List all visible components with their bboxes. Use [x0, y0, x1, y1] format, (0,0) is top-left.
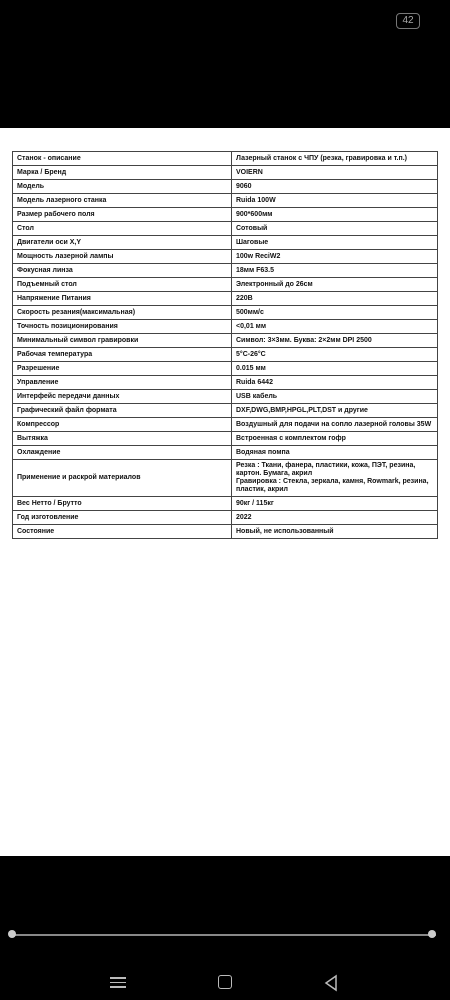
- spec-label-cell: Управление: [13, 376, 232, 390]
- spec-value-cell: Ruida 6442: [232, 376, 438, 390]
- spec-label-cell: Напряжение Питания: [13, 292, 232, 306]
- table-row: [13, 236, 438, 250]
- table-row: [13, 320, 438, 334]
- spec-value-cell: Резка : Ткани, фанера, пластики, кожа, ПЭТ, резина, картон. Бумага, акрил Гравировка : Стекла, зеркала, камня, Rowmark, резина, пластик, акрил: [232, 460, 438, 497]
- spec-label-cell: Двигатели оси X,Y: [13, 236, 232, 250]
- menu-icon[interactable]: [108, 974, 128, 992]
- spec-label-cell: Вытяжка: [13, 432, 232, 446]
- spec-value-cell: Лазерный станок с ЧПУ (резка, гравировка и т.п.): [232, 152, 438, 166]
- spec-value-cell: Воздушный для подачи на сопло лазерной головы 35W: [232, 418, 438, 432]
- spec-label-cell: Рабочая температура: [13, 348, 232, 362]
- page-scrubber-track[interactable]: [12, 934, 436, 936]
- table-row: [13, 166, 438, 180]
- spec-value-cell: Встроенная с комплектом гофр: [232, 432, 438, 446]
- table-row: [13, 250, 438, 264]
- table-row: [13, 222, 438, 236]
- table-row: [13, 376, 438, 390]
- spec-value-cell: 100w ReciW2: [232, 250, 438, 264]
- table-row: [13, 432, 438, 446]
- spec-label-cell: Применение и раскрой материалов: [13, 460, 232, 497]
- spec-value-cell: Сотовый: [232, 222, 438, 236]
- table-row: [13, 390, 438, 404]
- table-row: [13, 208, 438, 222]
- spec-value-cell: <0,01 мм: [232, 320, 438, 334]
- table-row: [13, 180, 438, 194]
- table-row: [13, 362, 438, 376]
- viewer-top-bar: [0, 0, 450, 128]
- spec-label-cell: Мощность лазерной лампы: [13, 250, 232, 264]
- spec-value-cell: 18мм F63.5: [232, 264, 438, 278]
- table-row: [13, 460, 438, 497]
- spec-label-cell: Станок - описание: [13, 152, 232, 166]
- spec-label-cell: Охлаждение: [13, 446, 232, 460]
- table-row: [13, 334, 438, 348]
- spec-value-cell: 5°С-26°С: [232, 348, 438, 362]
- spec-label-cell: Компрессор: [13, 418, 232, 432]
- scrubber-start-handle[interactable]: [8, 930, 16, 938]
- scrubber-end-handle[interactable]: [428, 930, 436, 938]
- table-row: [13, 446, 438, 460]
- spec-value-cell: Электронный до 26см: [232, 278, 438, 292]
- spec-label-cell: Минимальный символ гравировки: [13, 334, 232, 348]
- spec-label-cell: Состояние: [13, 525, 232, 539]
- specification-table: [12, 151, 438, 539]
- spec-value-cell: 220В: [232, 292, 438, 306]
- spec-label-cell: Скорость резания(максимальная): [13, 306, 232, 320]
- spec-value-cell: 500мм/с: [232, 306, 438, 320]
- back-icon[interactable]: [323, 974, 343, 992]
- spec-label-cell: Интерфейс передачи данных: [13, 390, 232, 404]
- spec-value-cell: Водяная помпа: [232, 446, 438, 460]
- spec-label-cell: Разрешение: [13, 362, 232, 376]
- spec-value-cell: USB кабель: [232, 390, 438, 404]
- document-page: [0, 128, 450, 856]
- viewer-bottom-bar: [0, 856, 450, 1000]
- table-row: [13, 497, 438, 511]
- spec-value-cell: Шаговые: [232, 236, 438, 250]
- table-row: [13, 306, 438, 320]
- table-row: [13, 404, 438, 418]
- home-icon[interactable]: [216, 974, 236, 992]
- spec-label-cell: Фокусная линза: [13, 264, 232, 278]
- spec-label-cell: Размер рабочего поля: [13, 208, 232, 222]
- spec-label-cell: Модель: [13, 180, 232, 194]
- table-row: [13, 418, 438, 432]
- table-row: [13, 278, 438, 292]
- table-row: [13, 194, 438, 208]
- spec-value-cell: 90кг / 115кг: [232, 497, 438, 511]
- spec-value-cell: 0.015 мм: [232, 362, 438, 376]
- page-counter-badge[interactable]: 42: [396, 13, 420, 29]
- spec-value-cell: DXF,DWG,BMP,HPGL,PLT,DST и другие: [232, 404, 438, 418]
- table-row: [13, 525, 438, 539]
- spec-label-cell: Год изготовление: [13, 511, 232, 525]
- spec-value-cell: Новый, не использованный: [232, 525, 438, 539]
- spec-value-cell: 2022: [232, 511, 438, 525]
- spec-label-cell: Графический файл формата: [13, 404, 232, 418]
- table-row: [13, 152, 438, 166]
- table-row: [13, 264, 438, 278]
- spec-value-cell: Ruida 100W: [232, 194, 438, 208]
- table-row: [13, 511, 438, 525]
- spec-value-cell: Символ: 3×3мм. Буква: 2×2мм DPI 2500: [232, 334, 438, 348]
- spec-label-cell: Марка / Бренд: [13, 166, 232, 180]
- spec-value-cell: VOIERN: [232, 166, 438, 180]
- spec-label-cell: Модель лазерного станка: [13, 194, 232, 208]
- spec-label-cell: Точность позиционирования: [13, 320, 232, 334]
- table-row: [13, 292, 438, 306]
- spec-label-cell: Вес Нетто / Брутто: [13, 497, 232, 511]
- spec-value-cell: 9060: [232, 180, 438, 194]
- spec-label-cell: Стол: [13, 222, 232, 236]
- table-row: [13, 348, 438, 362]
- spec-label-cell: Подъемный стол: [13, 278, 232, 292]
- system-nav-bar: [0, 966, 450, 1000]
- spec-value-cell: 900*600мм: [232, 208, 438, 222]
